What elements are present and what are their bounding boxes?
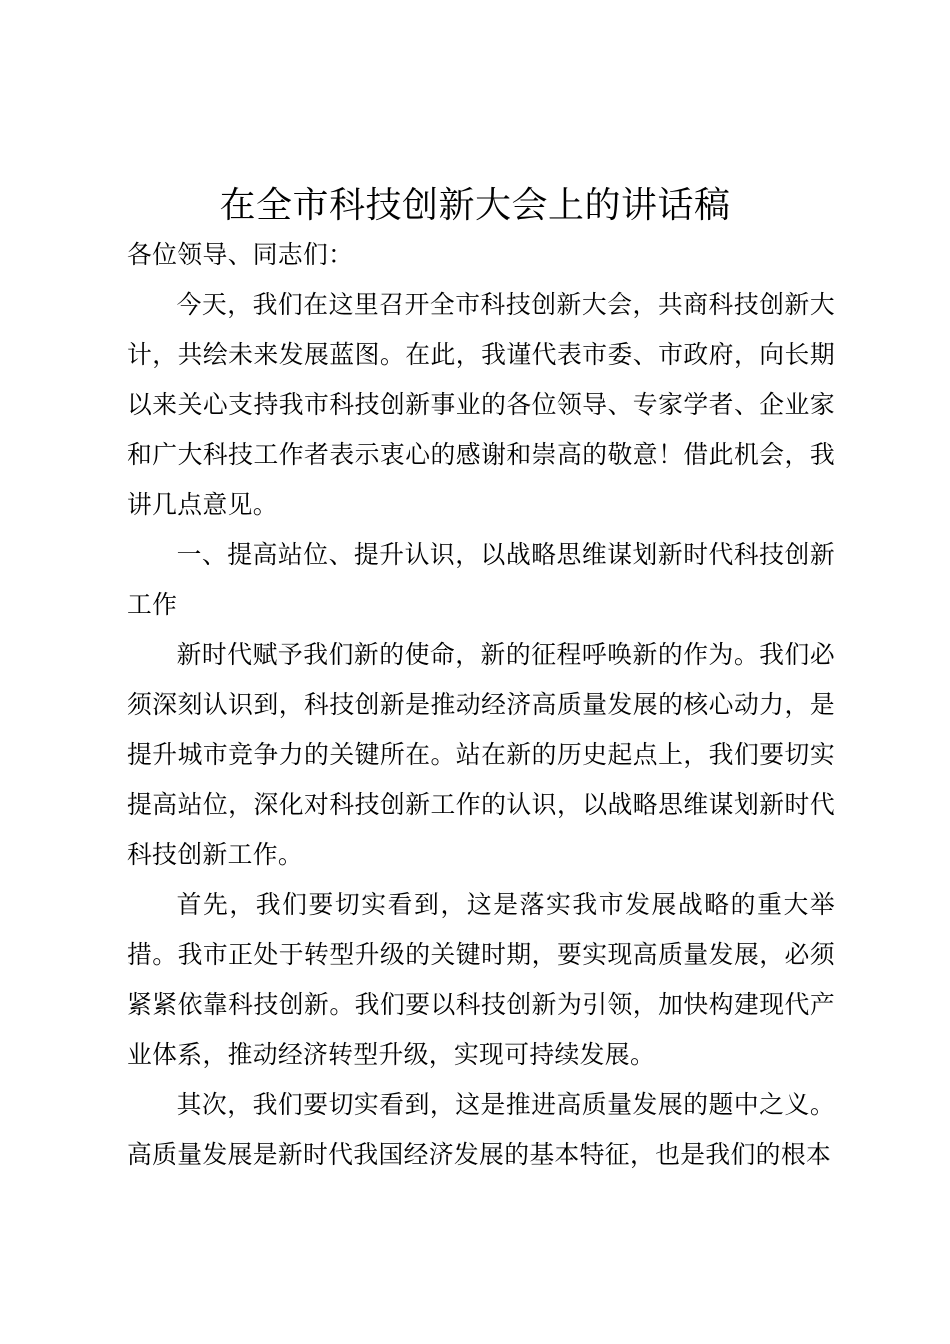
document-body (127, 230, 835, 1180)
paragraph-second-point: 其次，我们要切实看到，这是推进高质量发展的题中之义。高质量发展是新时代我国经济发展的基本特征，也是我们的根本 (127, 1090, 835, 1169)
paragraph-mission: 新时代赋予我们新的使命，新的征程呼唤新的作为。我们必须深刻认识到，科技创新是推动经济高质量发展的核心动力，是提升城市竞争力的关键所在。站在新的历史起点上，我们要切实提高站位，深化对科技创新工作的认识，以战略思维谋划新时代科技创新工作。 (127, 640, 835, 869)
section-heading-1: 一、提高站位、提升认识，以战略思维谋划新时代科技创新工作 (127, 540, 835, 619)
paragraph-opening: 今天，我们在这里召开全市科技创新大会，共商科技创新大计，共绘未来发展蓝图。在此，我谨代表市委、市政府，向长期以来关心支持我市科技创新事业的各位领导、专家学者、企业家和广大科技工作者表示衷心的感谢和崇高的敬意！借此机会，我讲几点意见。 (127, 290, 835, 519)
paragraph-first-point: 首先，我们要切实看到，这是落实我市发展战略的重大举措。我市正处于转型升级的关键时期，要实现高质量发展，必须紧紧依靠科技创新。我们要以科技创新为引领，加快构建现代产业体系，推动经济转型升级，实现可持续发展。 (127, 890, 835, 1069)
salutation: 各位领导、同志们： (127, 240, 354, 269)
document-title: 在全市科技创新大会上的讲话稿 (219, 185, 731, 226)
